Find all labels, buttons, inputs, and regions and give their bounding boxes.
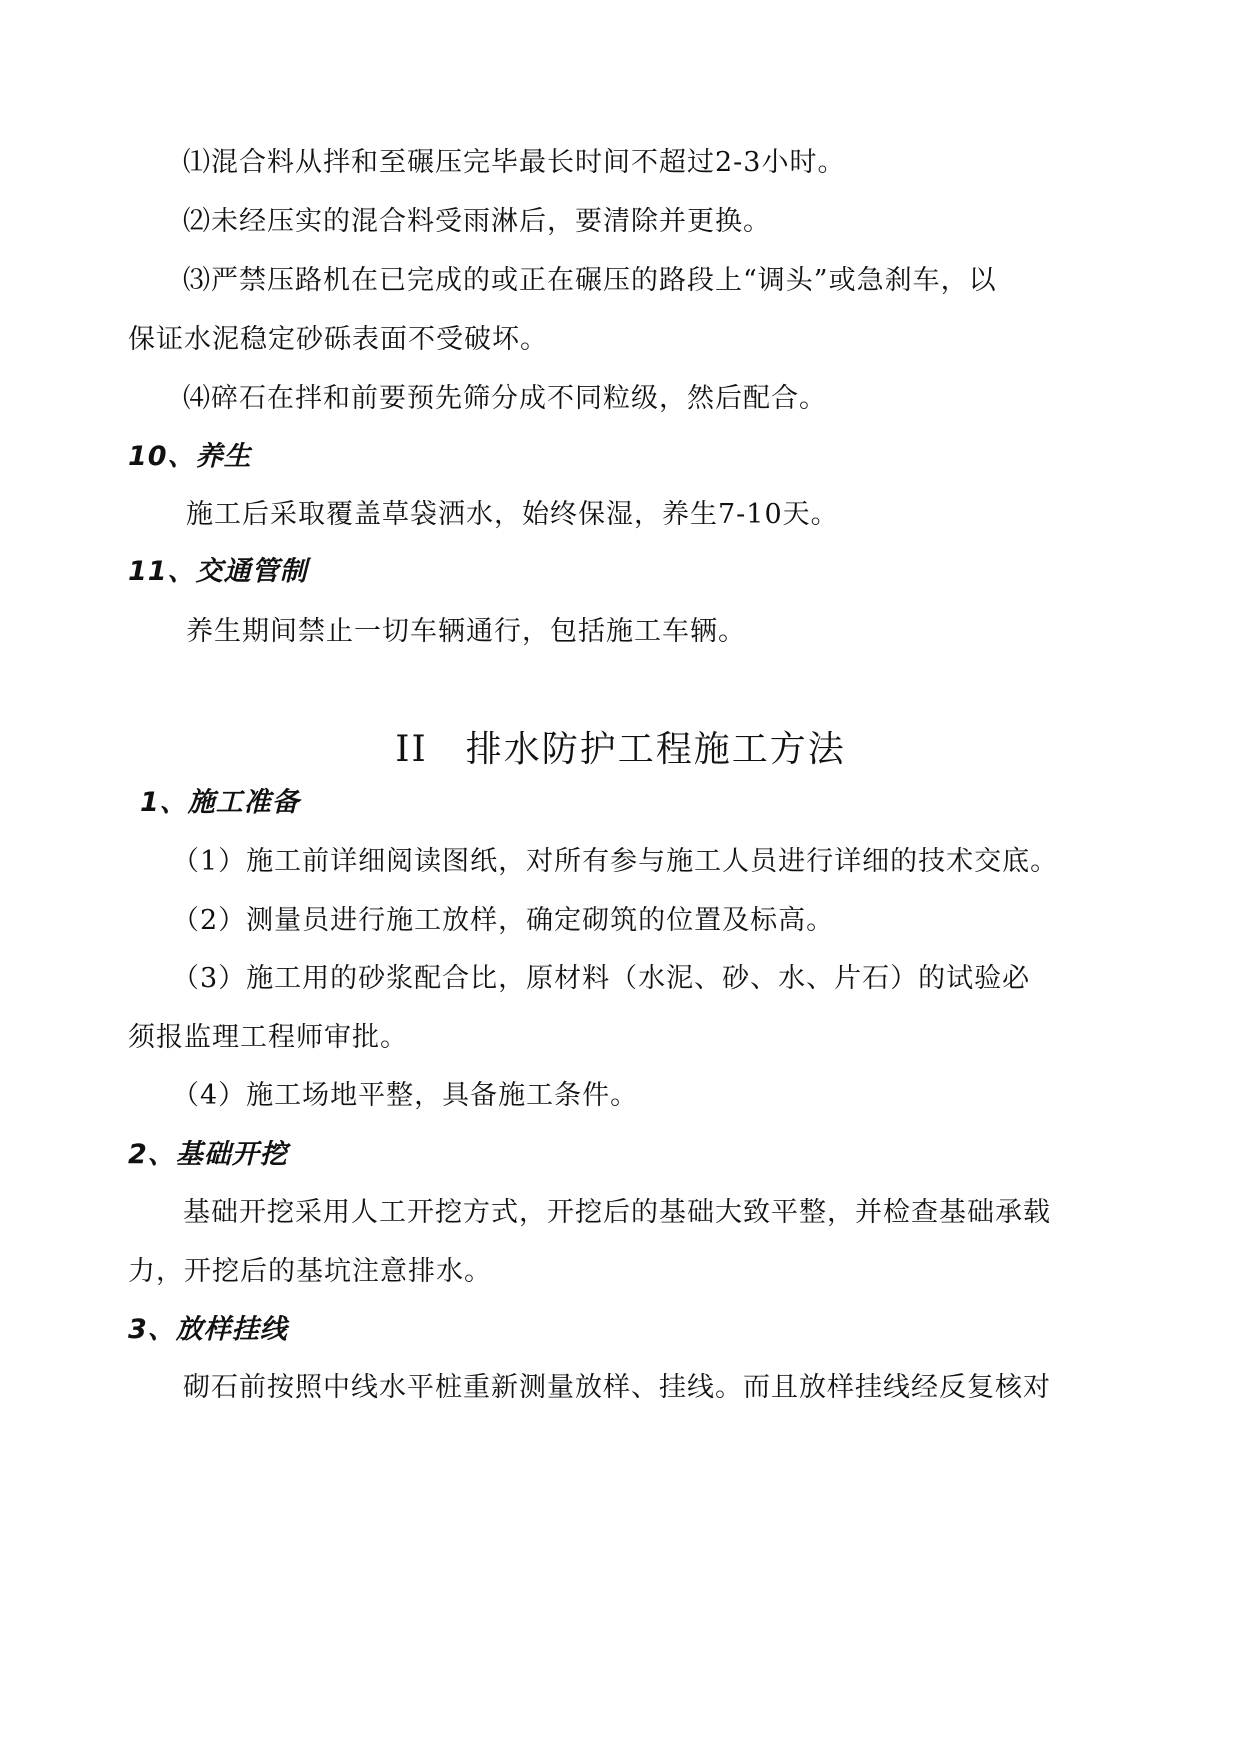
section-heading: 1、施工准备 — [140, 787, 300, 818]
section-title: II 排水防护工程施工方法 — [395, 729, 846, 770]
list-item: ⑴混合料从拌和至碾压完毕最长时间不超过2-3小时。 — [183, 147, 846, 178]
paragraph: 施工后采取覆盖草袋洒水，始终保湿，养生7-10天。 — [186, 499, 839, 530]
paragraph-continuation: 力，开挖后的基坑注意排水。 — [128, 1256, 492, 1287]
section-heading: 10、养生 — [128, 441, 252, 472]
list-item-continuation: 须报监理工程师审批。 — [128, 1022, 408, 1053]
list-item: （3）施工用的砂浆配合比，原材料（水泥、砂、水、片石）的试验必 — [172, 963, 1031, 994]
list-item: （2）测量员进行施工放样，确定砌筑的位置及标高。 — [172, 905, 835, 936]
list-item: ⑵未经压实的混合料受雨淋后，要清除并更换。 — [183, 206, 771, 237]
paragraph: 砌石前按照中线水平桩重新测量放样、挂线。而且放样挂线经反复核对 — [183, 1372, 1051, 1403]
list-item: ⑶严禁压路机在已完成的或正在碾压的路段上“调头”或急刹车，以 — [183, 265, 997, 296]
list-item: （1）施工前详细阅读图纸，对所有参与施工人员进行详细的技术交底。 — [172, 846, 1059, 877]
section-heading: 3、放样挂线 — [128, 1314, 288, 1345]
section-heading: 11、交通管制 — [128, 556, 308, 587]
list-item: （4）施工场地平整，具备施工条件。 — [172, 1080, 639, 1111]
list-item-continuation: 保证水泥稳定砂砾表面不受破坏。 — [128, 324, 548, 355]
list-item: ⑷碎石在拌和前要预先筛分成不同粒级，然后配合。 — [183, 383, 827, 414]
section-heading: 2、基础开挖 — [128, 1139, 288, 1170]
paragraph: 养生期间禁止一切车辆通行，包括施工车辆。 — [186, 616, 746, 647]
paragraph: 基础开挖采用人工开挖方式，开挖后的基础大致平整，并检查基础承载 — [183, 1197, 1051, 1228]
